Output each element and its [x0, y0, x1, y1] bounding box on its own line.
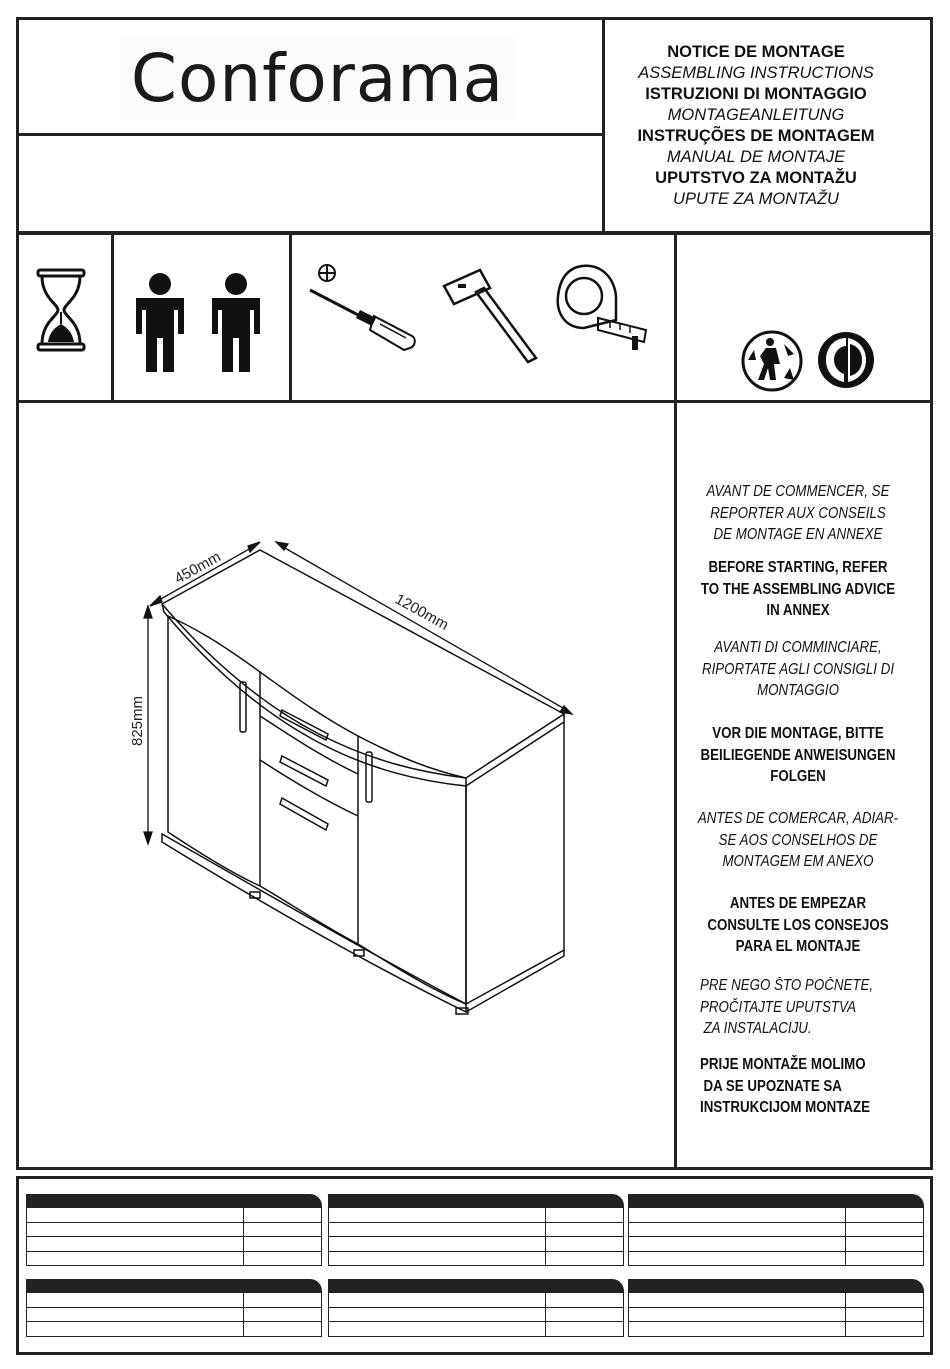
table-row: [26, 1208, 322, 1223]
sideboard-drawing: [120, 530, 580, 1020]
table-row: [328, 1252, 624, 1267]
two-persons-icon: [128, 272, 268, 374]
table-row: [328, 1308, 624, 1323]
advice-fr-line: DE MONTAGE EN ANNEXE: [713, 526, 883, 543]
table-row: [26, 1293, 322, 1308]
table-row: [328, 1223, 624, 1238]
phillips-screwdriver-icon: [302, 262, 422, 357]
title-sr: UPUTSTVO ZA MONTAŽU: [655, 169, 857, 187]
reference-table: [26, 1279, 322, 1337]
advice-it-line: AVANTI DI COMMINCIARE,: [714, 639, 882, 656]
advice-sr-line: PRE NEGO ŠTO POČNETE,: [700, 977, 874, 994]
table-row: [26, 1223, 322, 1238]
advice-pt-line: ANTES DE COMERCAR, ADIAR-: [697, 810, 899, 827]
advice-it-line: RIPORTATE AGLI CONSIGLI DI: [701, 660, 895, 678]
advice-fr-line: REPORTER AUX CONSEILS: [710, 504, 886, 522]
title-es: MANUAL DE MONTAJE: [666, 148, 846, 166]
table-row: [328, 1293, 624, 1308]
advice-de-line: BEILIEGENDE ANWEISUNGEN: [700, 746, 896, 764]
advice-hr: [700, 1054, 906, 1119]
reference-table: [628, 1279, 924, 1337]
table-row: [26, 1322, 322, 1337]
brand-logo: Conforama: [120, 36, 515, 120]
advice-pt-line: MONTAGEM EM ANEXO: [722, 853, 874, 870]
table-row: [328, 1237, 624, 1252]
table-row: [628, 1293, 924, 1308]
advice-en-line: BEFORE STARTING, REFER: [708, 559, 888, 576]
table-row: [26, 1308, 322, 1323]
advice-de: [697, 723, 900, 788]
advice-sr-line: ZA INSTALACIJU.: [703, 1020, 812, 1037]
tools-divider-3: [674, 232, 677, 403]
width-dimension-label: 1200mm: [392, 590, 452, 634]
title-de: MONTAGEANLEITUNG: [667, 106, 845, 124]
advice-sr: [700, 975, 906, 1040]
advice-hr-line: DA SE UPOZNATE SA: [703, 1077, 842, 1095]
table-header: [328, 1194, 624, 1208]
advice-en-line: IN ANNEX: [766, 602, 830, 619]
table-row: [328, 1208, 624, 1223]
green-dot-icon: [816, 330, 876, 390]
advice-pt: [697, 808, 900, 873]
header-divider-vertical: [602, 17, 605, 234]
advice-sr-line: PROČITAJTE UPUTSTVA: [700, 998, 857, 1016]
advice-es-line: ANTES DE EMPEZAR: [729, 895, 867, 912]
advice-it-line: MONTAGGIO: [757, 682, 839, 699]
tools-divider-2: [289, 232, 292, 403]
advice-de-line: VOR DIE MONTAGE, BITTE: [712, 725, 884, 742]
instruction-titles: [606, 42, 906, 210]
table-row: [628, 1252, 924, 1267]
advice-hr-line: INSTRUKCIJOM MONTAZE: [700, 1099, 871, 1116]
table-header: [26, 1194, 322, 1208]
advice-hr-line: PRIJE MONTAŽE MOLIMO: [700, 1056, 866, 1073]
title-hr: UPUTE ZA MONTAŽU: [673, 190, 839, 208]
reference-table: [628, 1194, 924, 1266]
header-divider-horizontal: [16, 133, 604, 136]
tape-measure-icon: [554, 262, 650, 352]
advice-it: [697, 637, 900, 702]
advice-en: [697, 557, 900, 622]
table-header: [628, 1194, 924, 1208]
hourglass-icon: [34, 268, 88, 352]
title-it: ISTRUZIONI DI MONTAGGIO: [645, 85, 867, 103]
title-fr: NOTICE DE MONTAGE: [667, 43, 845, 61]
table-row: [26, 1237, 322, 1252]
advice-es-line: CONSULTE LOS CONSEJOS: [707, 916, 889, 934]
advice-pt-line: SE AOS CONSELHOS DE: [718, 831, 878, 849]
title-en: ASSEMBLING INSTRUCTIONS: [638, 64, 874, 82]
triman-recycling-icon: [740, 330, 804, 392]
table-row: [328, 1322, 624, 1337]
table-header: [628, 1279, 924, 1293]
table-row: [628, 1322, 924, 1337]
table-row: [628, 1308, 924, 1323]
height-dimension-label: 825mm: [129, 695, 146, 746]
advice-es: [697, 893, 900, 958]
table-header: [26, 1279, 322, 1293]
table-row: [628, 1237, 924, 1252]
hammer-icon: [440, 266, 540, 366]
reference-table: [328, 1279, 624, 1337]
advice-fr: [697, 481, 900, 546]
advice-es-line: PARA EL MONTAJE: [735, 938, 861, 955]
advice-en-line: TO THE ASSEMBLING ADVICE: [700, 580, 896, 598]
main-divider: [674, 400, 677, 1170]
depth-dimension-label: 450mm: [171, 548, 224, 588]
advice-fr-line: AVANT DE COMMENCER, SE: [706, 483, 890, 500]
table-row: [628, 1223, 924, 1238]
reference-table: [328, 1194, 624, 1266]
reference-table: [26, 1194, 322, 1266]
title-pt: INSTRUÇÕES DE MONTAGEM: [637, 127, 875, 145]
tools-divider-1: [111, 232, 114, 403]
table-header: [328, 1279, 624, 1293]
table-row: [628, 1208, 924, 1223]
advice-de-line: FOLGEN: [770, 768, 826, 785]
table-row: [26, 1252, 322, 1267]
